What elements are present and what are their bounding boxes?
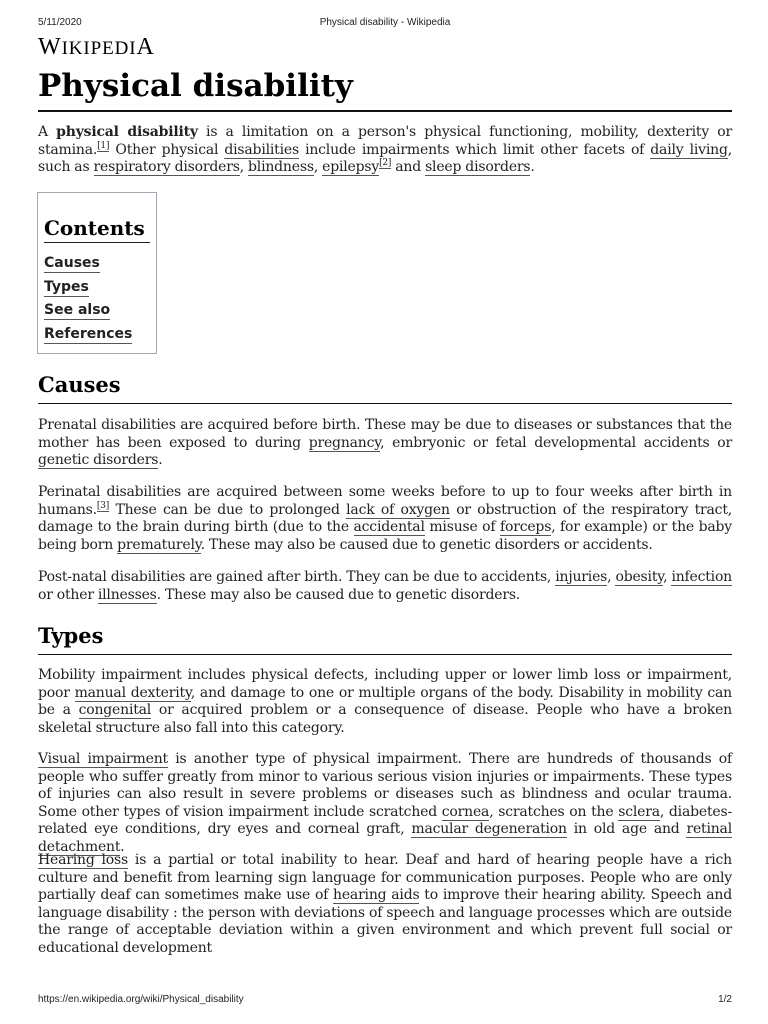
link-congenital[interactable]: congenital bbox=[78, 702, 152, 718]
link-retinal-detachment[interactable]: retinal detachment bbox=[38, 821, 732, 855]
table-of-contents bbox=[37, 192, 157, 354]
link-obesity[interactable]: obesity bbox=[615, 569, 664, 585]
link-blindness[interactable]: blindness bbox=[248, 159, 314, 175]
toc-item-types[interactable]: Types bbox=[44, 279, 89, 295]
link-lack-of-oxygen[interactable]: lack of oxygen bbox=[346, 501, 450, 518]
print-url: https://en.wikipedia.org/wiki/Physical_disability bbox=[38, 994, 244, 1005]
link-daily-living[interactable]: daily living bbox=[650, 141, 728, 158]
link-respiratory-disorders[interactable]: respiratory disorders bbox=[93, 159, 240, 175]
toc-title: Contents bbox=[44, 215, 150, 243]
print-date: 5/11/2020 bbox=[38, 17, 82, 28]
article-title: Physical disability bbox=[38, 66, 732, 112]
link-injuries[interactable]: injuries bbox=[555, 569, 608, 585]
toc-item-causes[interactable]: Causes bbox=[44, 255, 100, 271]
wikipedia-wordmark[interactable]: WIKIPEDIA bbox=[38, 34, 155, 60]
link-sleep-disorders[interactable]: sleep disorders bbox=[425, 159, 531, 175]
print-page-title: Physical disability - Wikipedia bbox=[319, 17, 451, 28]
toc-item-references[interactable]: References bbox=[44, 326, 133, 342]
types-paragraph-mobility: Mobility impairment includes physical defects, including upper or lower limb loss or impairment, poor manual dexterity, and damage to one or multiple organs of the body. Disability in mobility can be a congenital or acquired problem or a consequence of disease. People who have a broken skeletal structure also fall into this category. bbox=[38, 667, 732, 736]
causes-paragraph-postnatal: Post-natal disabilities are gained after birth. They can be due to accidents, injuries, obesity, infection or other illnesses. These may also be caused due to genetic disorders. bbox=[38, 569, 732, 603]
types-paragraph-visual: Visual impairment is another type of physical impairment. There are hundreds of thousands of people who suffer greatly from minor to various serious vision injuries or impairments. These types of injuries can also result in severe problems or diseases such as blindness and ocular trauma. Some other types of vision impairment include scratched cornea, scratches on the sclera, diabetes-related eye conditions, dry eyes and corneal graft, macular degeneration in old age and retinal detachment. bbox=[38, 751, 732, 855]
link-accidental[interactable]: accidental bbox=[353, 519, 425, 535]
toc-item-see-also[interactable]: See also bbox=[44, 302, 111, 318]
link-pregnancy[interactable]: pregnancy bbox=[308, 434, 381, 451]
link-hearing-loss[interactable]: Hearing loss bbox=[38, 852, 128, 868]
link-visual-impairment[interactable]: Visual impairment bbox=[38, 751, 168, 767]
print-footer bbox=[38, 994, 732, 1006]
lead-bold-term: physical disability bbox=[56, 124, 198, 140]
print-header bbox=[38, 17, 732, 29]
causes-paragraph-perinatal: Perinatal disabilities are acquired between some weeks before to up to four weeks after birth in humans.[3] These can be due to prolonged lack of oxygen or obstruction of the respiratory tract, damage to the brain during birth (due to the accidental misuse of forceps, for example) or the baby being born prematurely. These may also be caused due to genetic disorders or accidents. bbox=[38, 484, 732, 553]
causes-paragraph-prenatal: Prenatal disabilities are acquired before birth. These may be due to diseases or substances that the mother has been exposed to during pregnancy, embryonic or fetal developmental accidents or genetic disorders. bbox=[38, 417, 733, 468]
ref-3[interactable]: [3] bbox=[96, 500, 110, 511]
print-page-number: 1/2 bbox=[718, 994, 732, 1005]
types-paragraph-hearing: Hearing loss is a partial or total inability to hear. Deaf and hard of hearing people have a rich culture and benefit from learning sign language for communication purposes. People who are only partially deaf can sometimes make use of hearing aids to improve their hearing ability. Speech and language disability : the person with deviations of speech and language processes which are outside the range of acceptable deviation within a given environment and which prevent full social or educational development bbox=[38, 852, 733, 956]
link-hearing-aids[interactable]: hearing aids bbox=[333, 887, 420, 903]
link-prematurely[interactable]: prematurely bbox=[117, 536, 201, 553]
link-illnesses[interactable]: illnesses bbox=[97, 586, 157, 603]
link-forceps[interactable]: forceps bbox=[500, 519, 552, 535]
link-epilepsy[interactable]: epilepsy bbox=[322, 159, 380, 175]
link-sclera[interactable]: sclera bbox=[618, 803, 660, 820]
link-infection[interactable]: infection bbox=[671, 569, 732, 585]
section-heading-causes: Causes bbox=[38, 371, 732, 404]
ref-1[interactable]: [1] bbox=[97, 140, 110, 151]
lead-paragraph: A physical disability is a limitation on a person's physical functioning, mobility, dexterity or stamina.[1] Other physical disabilities include impairments which limit other facets of daily living, such as respiratory disorders, blindness, epilepsy[2] and sleep disorders. bbox=[38, 124, 733, 175]
link-cornea[interactable]: cornea bbox=[441, 803, 490, 820]
ref-2[interactable]: [2] bbox=[379, 158, 392, 168]
section-heading-types: Types bbox=[38, 622, 732, 655]
link-genetic-disorders[interactable]: genetic disorders bbox=[38, 452, 159, 468]
link-manual-dexterity[interactable]: manual dexterity bbox=[74, 684, 191, 701]
link-disabilities[interactable]: disabilities bbox=[224, 141, 299, 158]
link-macular-degeneration[interactable]: macular degeneration bbox=[411, 821, 567, 837]
